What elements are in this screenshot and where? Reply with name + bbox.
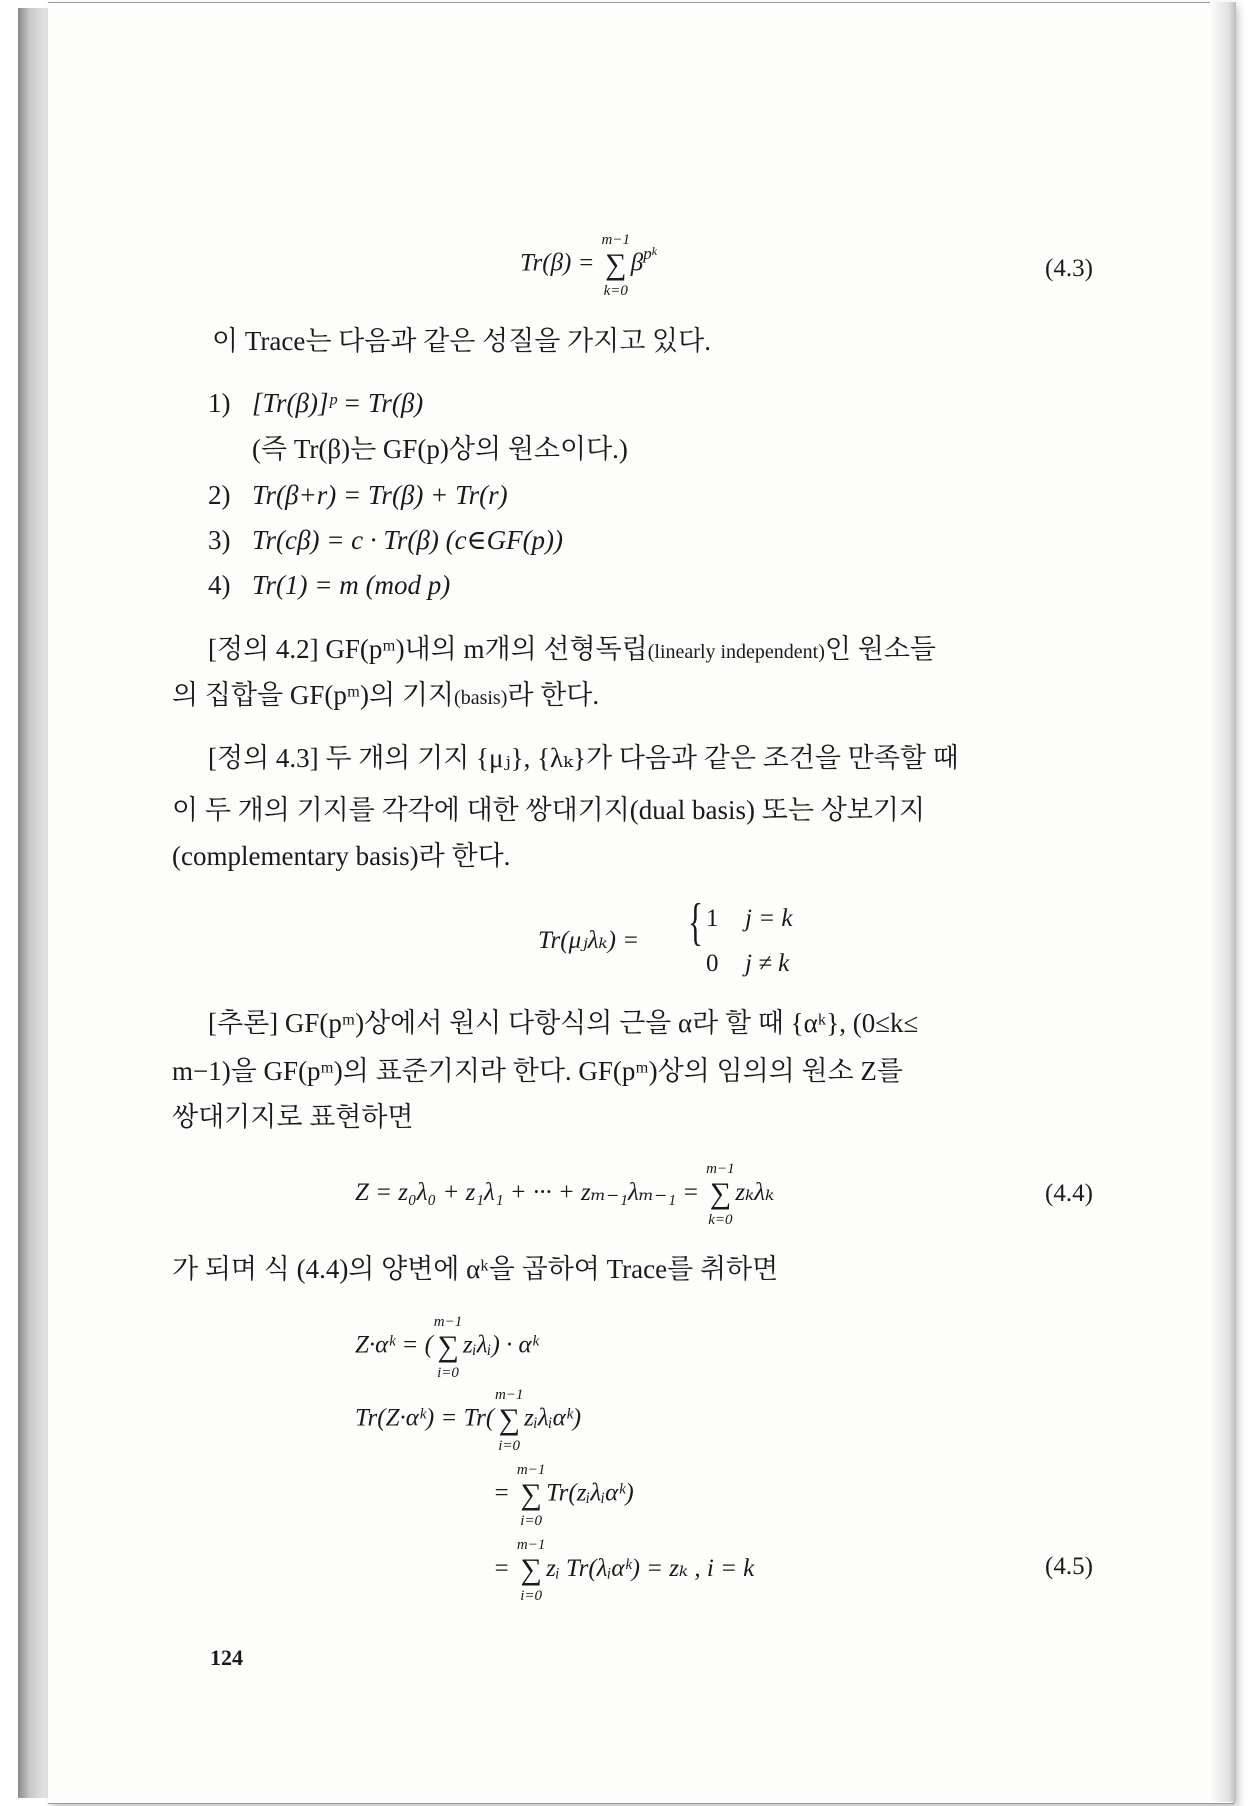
prop-1-note: (즉 Tr(β)는 GF(p)상의 원소이다.) xyxy=(252,434,628,464)
eq43-lhs: Tr(β) = xyxy=(520,249,601,277)
dual-case1-cond: j = k xyxy=(745,905,793,932)
def42-line1-a: [정의 4.2] GF(pᵐ)내의 m개의 선형독립 xyxy=(208,634,648,664)
deriv-line3 xyxy=(493,1462,634,1529)
prop-3-text: Tr(cβ) = c · Tr(β) (c∈GF(p)) xyxy=(252,525,564,555)
def42-line2-a: 의 집합을 GF(pᵐ)의 기지 xyxy=(172,680,455,710)
eq43-sup2: k xyxy=(651,243,658,258)
eq43-number: (4.3) xyxy=(1045,255,1093,282)
deriv-l4-lhs: = xyxy=(493,1555,517,1582)
eq45-number: (4.5) xyxy=(1045,1553,1093,1580)
after44-text: 가 되며 식 (4.4)의 양변에 αᵏ을 곱하여 Trace를 취하면 xyxy=(172,1254,779,1284)
book-spine xyxy=(18,8,49,1798)
sum-symbol: m−1 ∑ i=0 xyxy=(433,1330,463,1364)
prop-1-text: [Tr(β)]ᵖ = Tr(β) xyxy=(252,388,424,418)
def43-line1: [정의 4.3] 두 개의 기지 {μⱼ}, {λₖ}가 다음과 같은 조건을 만족할 때 xyxy=(208,743,959,773)
sum-upper: m−1 xyxy=(516,1462,546,1478)
deriv-l1-lhs: Z·αᵏ = ( xyxy=(355,1331,434,1359)
sum-upper: m−1 xyxy=(433,1314,463,1330)
sum-upper: m−1 xyxy=(706,1161,735,1178)
sum-lower: i=0 xyxy=(498,1438,521,1454)
sum-upper: m−1 xyxy=(494,1387,524,1403)
prop-4-text: Tr(1) = m (mod p) xyxy=(252,570,451,600)
dual-case2-cond: j ≠ k xyxy=(745,950,790,977)
prop-1-num: 1) xyxy=(208,388,231,418)
deriv-l3-rhs: Tr(zᵢλᵢαᵏ) xyxy=(546,1479,634,1507)
page-edge xyxy=(1210,2,1236,1802)
sum-symbol: m−1 ∑ k=0 xyxy=(705,1177,735,1211)
sum-symbol: m−1 ∑ i=0 xyxy=(516,1478,546,1512)
deriv-l3-lhs: = xyxy=(493,1479,517,1507)
cor-line2: m−1)을 GF(pᵐ)의 표준기지라 한다. GF(pᵐ)상의 임의의 원소 Z를 xyxy=(172,1056,903,1086)
prop-3-num: 3) xyxy=(208,525,231,555)
deriv-line1 xyxy=(355,1314,539,1381)
eq44-number: (4.4) xyxy=(1045,1180,1093,1207)
deriv-line2 xyxy=(355,1387,582,1454)
deriv-l2-lhs: Tr(Z·αᵏ) = Tr( xyxy=(355,1404,495,1432)
eq43-term: β xyxy=(630,249,644,277)
sum-lower: k=0 xyxy=(708,1212,733,1229)
def42-line1-b: 인 원소들 xyxy=(824,634,936,664)
deriv-line4 xyxy=(493,1537,755,1605)
dual-eq-lhs: Tr(μⱼλₖ) = xyxy=(538,927,640,954)
def42-line2-small: (basis) xyxy=(454,687,508,709)
eq43-sup: p xyxy=(643,243,652,263)
cor-line1: [추론] GF(pᵐ)상에서 원시 다항식의 근을 α라 할 때 {αᵏ}, (0≤k≤ xyxy=(208,1008,919,1038)
eq44-lhs: Z = z₀λ₀ + z₁λ₁ + ··· + zₘ₋₁λₘ₋₁ = xyxy=(355,1179,706,1206)
dual-case2-val: 0 xyxy=(706,950,719,977)
sum-upper: m−1 xyxy=(516,1537,546,1554)
prop-4-num: 4) xyxy=(208,570,231,600)
deriv-l4-rhs: zᵢ Tr(λᵢαᵏ) = zₖ , i = k xyxy=(546,1555,755,1582)
sum-symbol: m−1 ∑ i=0 xyxy=(494,1403,524,1437)
prop-2-num: 2) xyxy=(208,480,231,510)
sum-lower: i=0 xyxy=(437,1365,459,1381)
cases-brace: { xyxy=(687,894,703,951)
sum-lower: k=0 xyxy=(603,283,628,299)
intro-text: 이 Trace는 다음과 같은 성질을 가지고 있다. xyxy=(212,326,711,356)
dual-case1-val: 1 xyxy=(706,905,719,932)
def43-line2: 이 두 개의 기지를 각각에 대한 쌍대기지(dual basis) 또는 상보기지 xyxy=(172,795,926,825)
def42-line1 xyxy=(208,636,936,663)
def42-line1-small: (linearly independent) xyxy=(647,641,825,663)
def43-line3: (complementary basis)라 한다. xyxy=(172,841,511,871)
equation-4-4 xyxy=(355,1161,775,1229)
eq44-term: zₖλₖ xyxy=(735,1179,775,1206)
deriv-l2-rhs: zᵢλᵢαᵏ) xyxy=(524,1404,582,1432)
sum-symbol: m−1 ∑ k=0 xyxy=(601,248,631,282)
equation-4-3 xyxy=(520,232,658,299)
sum-lower: i=0 xyxy=(520,1513,543,1529)
sum-lower: i=0 xyxy=(520,1588,543,1605)
prop-2-text: Tr(β+r) = Tr(β) + Tr(r) xyxy=(252,480,508,510)
sum-symbol: m−1 ∑ i=0 xyxy=(516,1553,546,1587)
page-number: 124 xyxy=(210,1645,243,1670)
def42-line2 xyxy=(172,682,599,709)
deriv-l1-rhs: zᵢλᵢ) · αᵏ xyxy=(463,1331,539,1359)
def42-line2-b: 라 한다. xyxy=(507,680,600,710)
sum-upper: m−1 xyxy=(601,232,630,248)
cor-line3: 쌍대기지로 표현하면 xyxy=(172,1102,414,1132)
